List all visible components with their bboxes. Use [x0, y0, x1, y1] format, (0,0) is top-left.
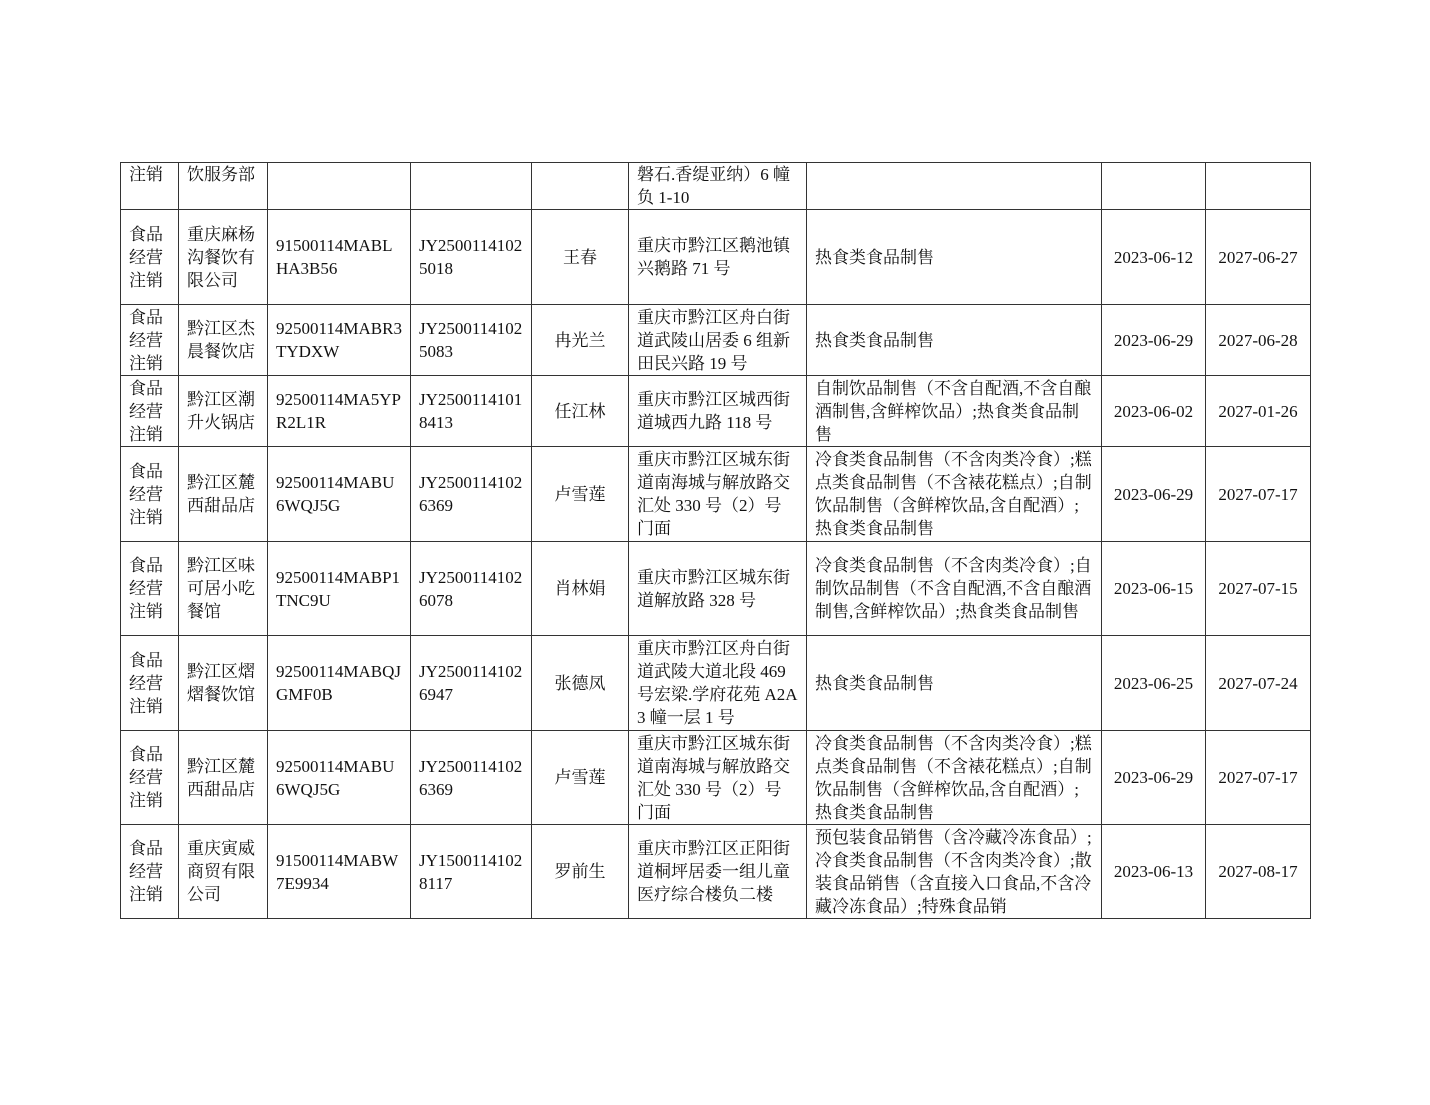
cell-license-number: JY25001141018413	[411, 376, 532, 447]
cell-company-name: 黔江区熠熠餐饮馆	[179, 636, 268, 731]
cell-issue-date	[1102, 163, 1206, 210]
cell-legal-representative: 卢雪莲	[532, 447, 629, 542]
cell-credit-code: 92500114MABU6WQJ5G	[268, 731, 411, 825]
cell-legal-representative	[532, 163, 629, 210]
cell-business-scope: 热食类食品制售	[807, 636, 1102, 731]
cell-company-name: 黔江区麓西甜品店	[179, 447, 268, 542]
cell-business-scope: 热食类食品制售	[807, 210, 1102, 305]
cell-address: 重庆市黔江区城东街道解放路 328 号	[629, 542, 807, 636]
cell-expiry-date: 2027-07-17	[1206, 731, 1311, 825]
cell-license-number: JY15001141028117	[411, 825, 532, 919]
table-row	[121, 210, 1311, 305]
cell-business-scope: 热食类食品制售	[807, 305, 1102, 376]
cell-legal-representative: 冉光兰	[532, 305, 629, 376]
cell-business-scope: 冷食类食品制售（不含肉类冷食）;糕点类食品制售（不含裱花糕点）;自制饮品制售（含鲜榨饮品,含自配酒）;热食类食品制售	[807, 731, 1102, 825]
cell-company-name: 黔江区麓西甜品店	[179, 731, 268, 825]
cell-issue-date: 2023-06-02	[1102, 376, 1206, 447]
table-row	[121, 376, 1311, 447]
cell-address: 重庆市黔江区城西街道城西九路 118 号	[629, 376, 807, 447]
cell-legal-representative: 罗前生	[532, 825, 629, 919]
cell-issue-date: 2023-06-29	[1102, 305, 1206, 376]
cell-credit-code: 92500114MA5YPR2L1R	[268, 376, 411, 447]
cell-company-name: 黔江区潮升火锅店	[179, 376, 268, 447]
cell-company-name: 饮服务部	[179, 163, 268, 210]
food-license-cancellation-table	[120, 162, 1311, 919]
cell-category: 食品经营注销	[121, 542, 179, 636]
cell-legal-representative: 任江林	[532, 376, 629, 447]
cell-address: 重庆市黔江区舟白街道武陵大道北段 469 号宏梁.学府花苑 A2A3 幢一层 1 号	[629, 636, 807, 731]
cell-credit-code: 92500114MABP1TNC9U	[268, 542, 411, 636]
cell-license-number: JY25001141025083	[411, 305, 532, 376]
cell-category: 食品经营注销	[121, 825, 179, 919]
cell-credit-code	[268, 163, 411, 210]
cell-company-name: 黔江区杰晨餐饮店	[179, 305, 268, 376]
cell-category: 食品经营注销	[121, 210, 179, 305]
cell-legal-representative: 张德凤	[532, 636, 629, 731]
table-body	[121, 163, 1311, 919]
cell-address: 重庆市黔江区城东街道南海城与解放路交汇处 330 号（2）号门面	[629, 731, 807, 825]
cell-expiry-date: 2027-07-15	[1206, 542, 1311, 636]
table-row	[121, 825, 1311, 919]
cell-license-number: JY25001141026947	[411, 636, 532, 731]
cell-business-scope: 预包装食品销售（含冷藏冷冻食品）;冷食类食品制售（不含肉类冷食）;散装食品销售（含直接入口食品,不含冷藏冷冻食品）;特殊食品销	[807, 825, 1102, 919]
cell-category: 食品经营注销	[121, 447, 179, 542]
cell-issue-date: 2023-06-29	[1102, 731, 1206, 825]
cell-credit-code: 92500114MABR3TYDXW	[268, 305, 411, 376]
cell-category: 食品经营注销	[121, 376, 179, 447]
cell-expiry-date: 2027-07-17	[1206, 447, 1311, 542]
cell-license-number: JY25001141026369	[411, 447, 532, 542]
cell-expiry-date: 2027-07-24	[1206, 636, 1311, 731]
cell-license-number: JY25001141026078	[411, 542, 532, 636]
table-row	[121, 447, 1311, 542]
cell-address: 重庆市黔江区城东街道南海城与解放路交汇处 330 号（2）号门面	[629, 447, 807, 542]
cell-category: 食品经营注销	[121, 731, 179, 825]
cell-address: 重庆市黔江区鹅池镇兴鹅路 71 号	[629, 210, 807, 305]
table-row	[121, 731, 1311, 825]
cell-expiry-date: 2027-06-28	[1206, 305, 1311, 376]
cell-expiry-date: 2027-08-17	[1206, 825, 1311, 919]
cell-issue-date: 2023-06-25	[1102, 636, 1206, 731]
cell-legal-representative: 卢雪莲	[532, 731, 629, 825]
cell-license-number: JY25001141025018	[411, 210, 532, 305]
cell-category: 注销	[121, 163, 179, 210]
cell-issue-date: 2023-06-13	[1102, 825, 1206, 919]
cell-category: 食品经营注销	[121, 636, 179, 731]
cell-legal-representative: 王春	[532, 210, 629, 305]
cell-company-name: 重庆麻杨沟餐饮有限公司	[179, 210, 268, 305]
cell-issue-date: 2023-06-12	[1102, 210, 1206, 305]
cell-company-name: 重庆寅威商贸有限公司	[179, 825, 268, 919]
table-row	[121, 636, 1311, 731]
cell-credit-code: 91500114MABW7E9934	[268, 825, 411, 919]
cell-business-scope	[807, 163, 1102, 210]
cell-expiry-date	[1206, 163, 1311, 210]
table-row	[121, 305, 1311, 376]
cell-expiry-date: 2027-06-27	[1206, 210, 1311, 305]
cell-issue-date: 2023-06-15	[1102, 542, 1206, 636]
cell-company-name: 黔江区味可居小吃餐馆	[179, 542, 268, 636]
cell-business-scope: 自制饮品制售（不含自配酒,不含自酿酒制售,含鲜榨饮品）;热食类食品制售	[807, 376, 1102, 447]
cell-business-scope: 冷食类食品制售（不含肉类冷食）;自制饮品制售（不含自配酒,不含自酿酒制售,含鲜榨饮品）;热食类食品制售	[807, 542, 1102, 636]
table-row	[121, 163, 1311, 210]
cell-issue-date: 2023-06-29	[1102, 447, 1206, 542]
cell-address: 重庆市黔江区正阳街道桐坪居委一组儿童医疗综合楼负二楼	[629, 825, 807, 919]
cell-business-scope: 冷食类食品制售（不含肉类冷食）;糕点类食品制售（不含裱花糕点）;自制饮品制售（含鲜榨饮品,含自配酒）;热食类食品制售	[807, 447, 1102, 542]
table-row	[121, 542, 1311, 636]
cell-category: 食品经营注销	[121, 305, 179, 376]
cell-license-number	[411, 163, 532, 210]
cell-address: 磐石.香缇亚纳）6 幢负 1-10	[629, 163, 807, 210]
cell-credit-code: 92500114MABU6WQJ5G	[268, 447, 411, 542]
cell-credit-code: 92500114MABQJGMF0B	[268, 636, 411, 731]
cell-license-number: JY25001141026369	[411, 731, 532, 825]
cell-address: 重庆市黔江区舟白街道武陵山居委 6 组新田民兴路 19 号	[629, 305, 807, 376]
cell-credit-code: 91500114MABLHA3B56	[268, 210, 411, 305]
cell-legal-representative: 肖林娟	[532, 542, 629, 636]
cell-expiry-date: 2027-01-26	[1206, 376, 1311, 447]
